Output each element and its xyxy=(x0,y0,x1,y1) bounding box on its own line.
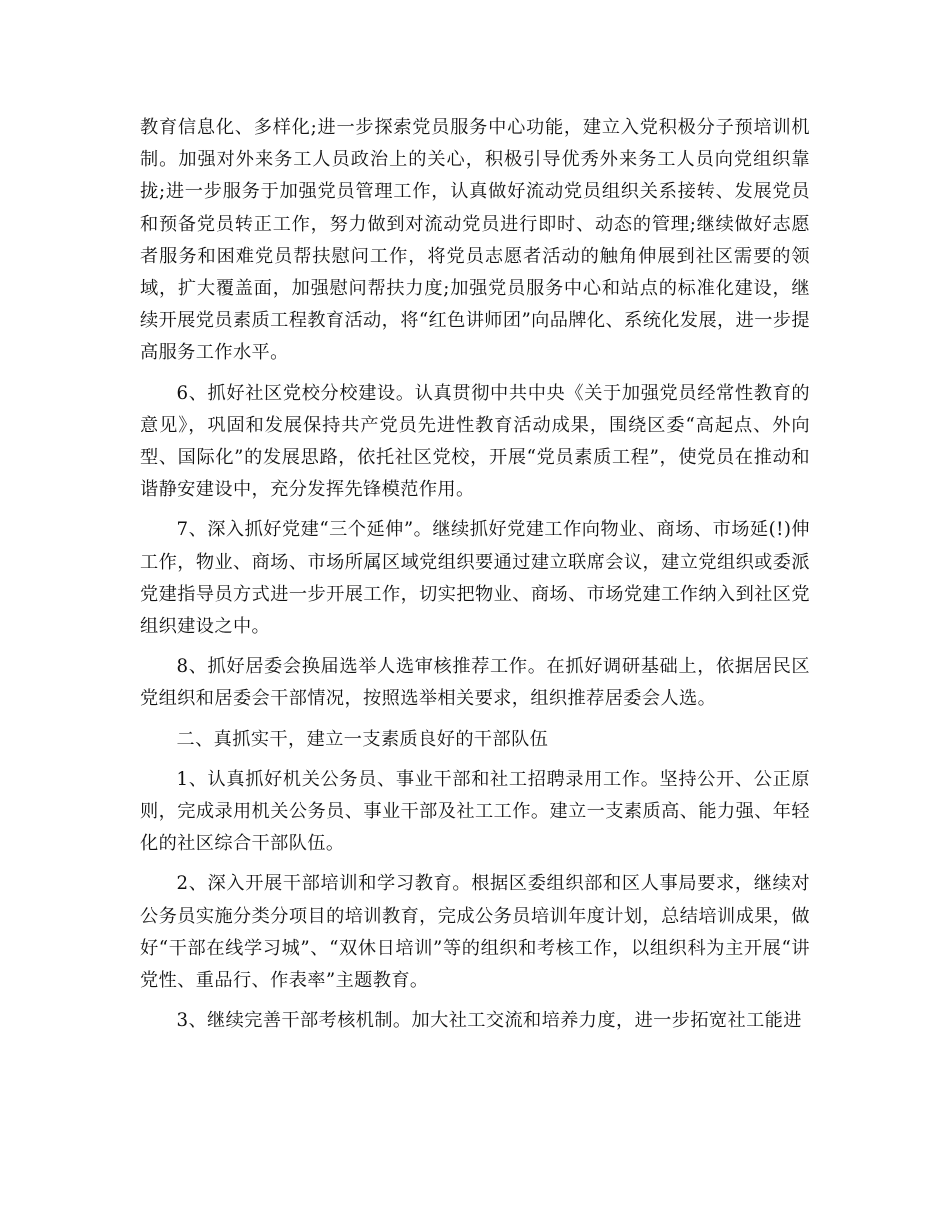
paragraph-item-7: 7、深入抓好党建“三个延伸”。继续抓好党建工作向物业、商场、市场延(!)伸工作，物业、商场、市场所属区域党组织要通过建立联席会议，建立党组织或委派党建指导员方式进一步开展工作，切实把物业、商场、市场党建工作纳入到社区党组织建设之中。 xyxy=(140,519,810,638)
document-body xyxy=(140,112,810,1045)
paragraph-item-3: 3、继续完善干部考核机制。加大社工交流和培养力度，进一步拓宽社工能进 xyxy=(176,1010,802,1032)
paragraph-continued: 教育信息化、多样化;进一步探索党员服务中心功能，建立入党积极分子预培训机制。加强对外来务工人员政治上的关心，积极引导优秀外来务工人员向党组织靠拢;进一步服务于加强党员管理工作，认真做好流动党员组织关系接转、发展党员和预备党员转正工作，努力做到对流动党员进行即时、动态的管理;继续做好志愿者服务和困难党员帮扶慰问工作，将党员志愿者活动的触角伸展到社区需要的领域，扩大覆盖面，加强慰问帮扶力度;加强党员服务中心和站点的标准化建设，继续开展党员素质工程教育活动，将“红色讲师团”向品牌化、系统化发展，进一步提高服务工作水平。 xyxy=(140,117,810,364)
paragraph-item-2: 2、深入开展干部培训和学习教育。根据区委组织部和区人事局要求，继续对公务员实施分类分项目的培训教育，完成公务员培训年度计划，总结培训成果，做好“干部在线学习城”、“双休日培训”等的组织和考核工作，以组织科为主开展“讲党性、重品行、作表率”主题教育。 xyxy=(140,873,810,992)
section-heading-2: 二、真抓实干，建立一支素质良好的干部队伍 xyxy=(176,728,549,750)
paragraph-item-8: 8、抓好居委会换届选举人选审核推荐工作。在抓好调研基础上，依据居民区党组织和居委会干部情况，按照选举相关要求，组织推荐居委会人选。 xyxy=(140,656,810,710)
paragraph-item-1: 1、认真抓好机关公务员、事业干部和社工招聘录用工作。坚持公开、公正原则，完成录用机关公务员、事业干部及社工工作。建立一支素质高、能力强、年轻化的社区综合干部队伍。 xyxy=(140,768,810,855)
paragraph-item-6: 6、抓好社区党校分校建设。认真贯彻中共中央《关于加强党员经常性教育的意见》，巩固和发展保持共产党员先进性教育活动成果，围绕区委“高起点、外向型、国际化”的发展思路，依托社区党校，开展“党员素质工程”，使党员在推动和谐静安建设中，充分发挥先锋模范作用。 xyxy=(140,382,810,501)
